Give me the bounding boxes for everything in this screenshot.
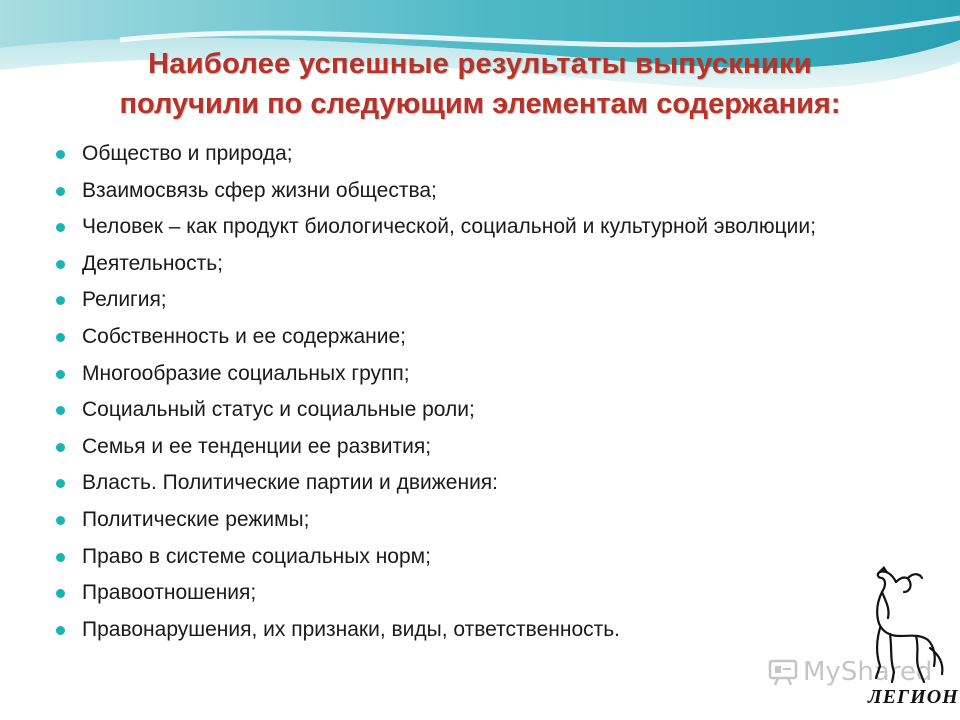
- bullet-icon: [56, 187, 65, 196]
- list-item-text: Правоотношения;: [82, 581, 257, 605]
- list-item-text: Политические режимы;: [82, 507, 310, 531]
- slide-title-line-2: получили по следующим элементам содержания:: [119, 88, 841, 120]
- list-item-text: Человек – как продукт биологической, социальной и культурной эволюции;: [82, 215, 816, 239]
- bullet-icon: [56, 370, 65, 379]
- list-item: [56, 614, 856, 645]
- list-item: [56, 541, 856, 572]
- bullet-icon: [56, 150, 65, 159]
- list-item: [56, 394, 856, 425]
- list-item-text: Религия;: [82, 288, 167, 312]
- list-item-text: Семья и ее тенденции ее развития;: [82, 434, 432, 458]
- list-item: [56, 431, 856, 462]
- list-item-text: Социальный статус и социальные роли;: [82, 398, 475, 422]
- list-item: [56, 284, 856, 315]
- list-item-text: Взаимосвязь сфер жизни общества;: [82, 178, 437, 202]
- bullet-icon: [56, 443, 65, 452]
- list-item-text: Деятельность;: [82, 251, 224, 275]
- list-item-text: Многообразие социальных групп;: [82, 361, 410, 385]
- list-item-text: Правонарушения, их признаки, виды, ответственность.: [82, 617, 621, 641]
- bullet-icon: [56, 479, 65, 488]
- slide-title-line-1: Наиболее успешные результаты выпускники: [148, 48, 812, 80]
- list-item-text: Право в системе социальных норм;: [82, 544, 431, 568]
- bullet-icon: [56, 333, 65, 342]
- list-item-text: Власть. Политические партии и движения:: [82, 471, 499, 495]
- list-item: [56, 138, 856, 169]
- list-item: [56, 358, 856, 389]
- logo-text: ЛЕГИОН: [868, 686, 959, 708]
- list-item: [56, 504, 856, 535]
- slide-title: [40, 44, 920, 124]
- list-item-text: Общество и природа;: [82, 142, 293, 165]
- list-item: [56, 577, 856, 608]
- bullet-icon: [56, 626, 65, 635]
- list-item: [56, 175, 856, 206]
- list-item: [56, 211, 856, 242]
- presentation-icon: [768, 658, 798, 686]
- bullet-icon: [56, 223, 65, 232]
- bullet-icon: [56, 406, 65, 415]
- bullet-icon: [56, 589, 65, 598]
- list-item: [56, 321, 856, 352]
- bullet-icon: [56, 553, 65, 562]
- bullet-icon: [56, 296, 65, 305]
- content-elements-list: [56, 138, 856, 650]
- list-item: [56, 248, 856, 279]
- list-item-text: Собственность и ее содержание;: [82, 324, 407, 348]
- watermark-text: MyShared: [803, 657, 933, 687]
- list-item: [56, 467, 856, 498]
- bullet-icon: [56, 516, 65, 525]
- bullet-icon: [56, 260, 65, 269]
